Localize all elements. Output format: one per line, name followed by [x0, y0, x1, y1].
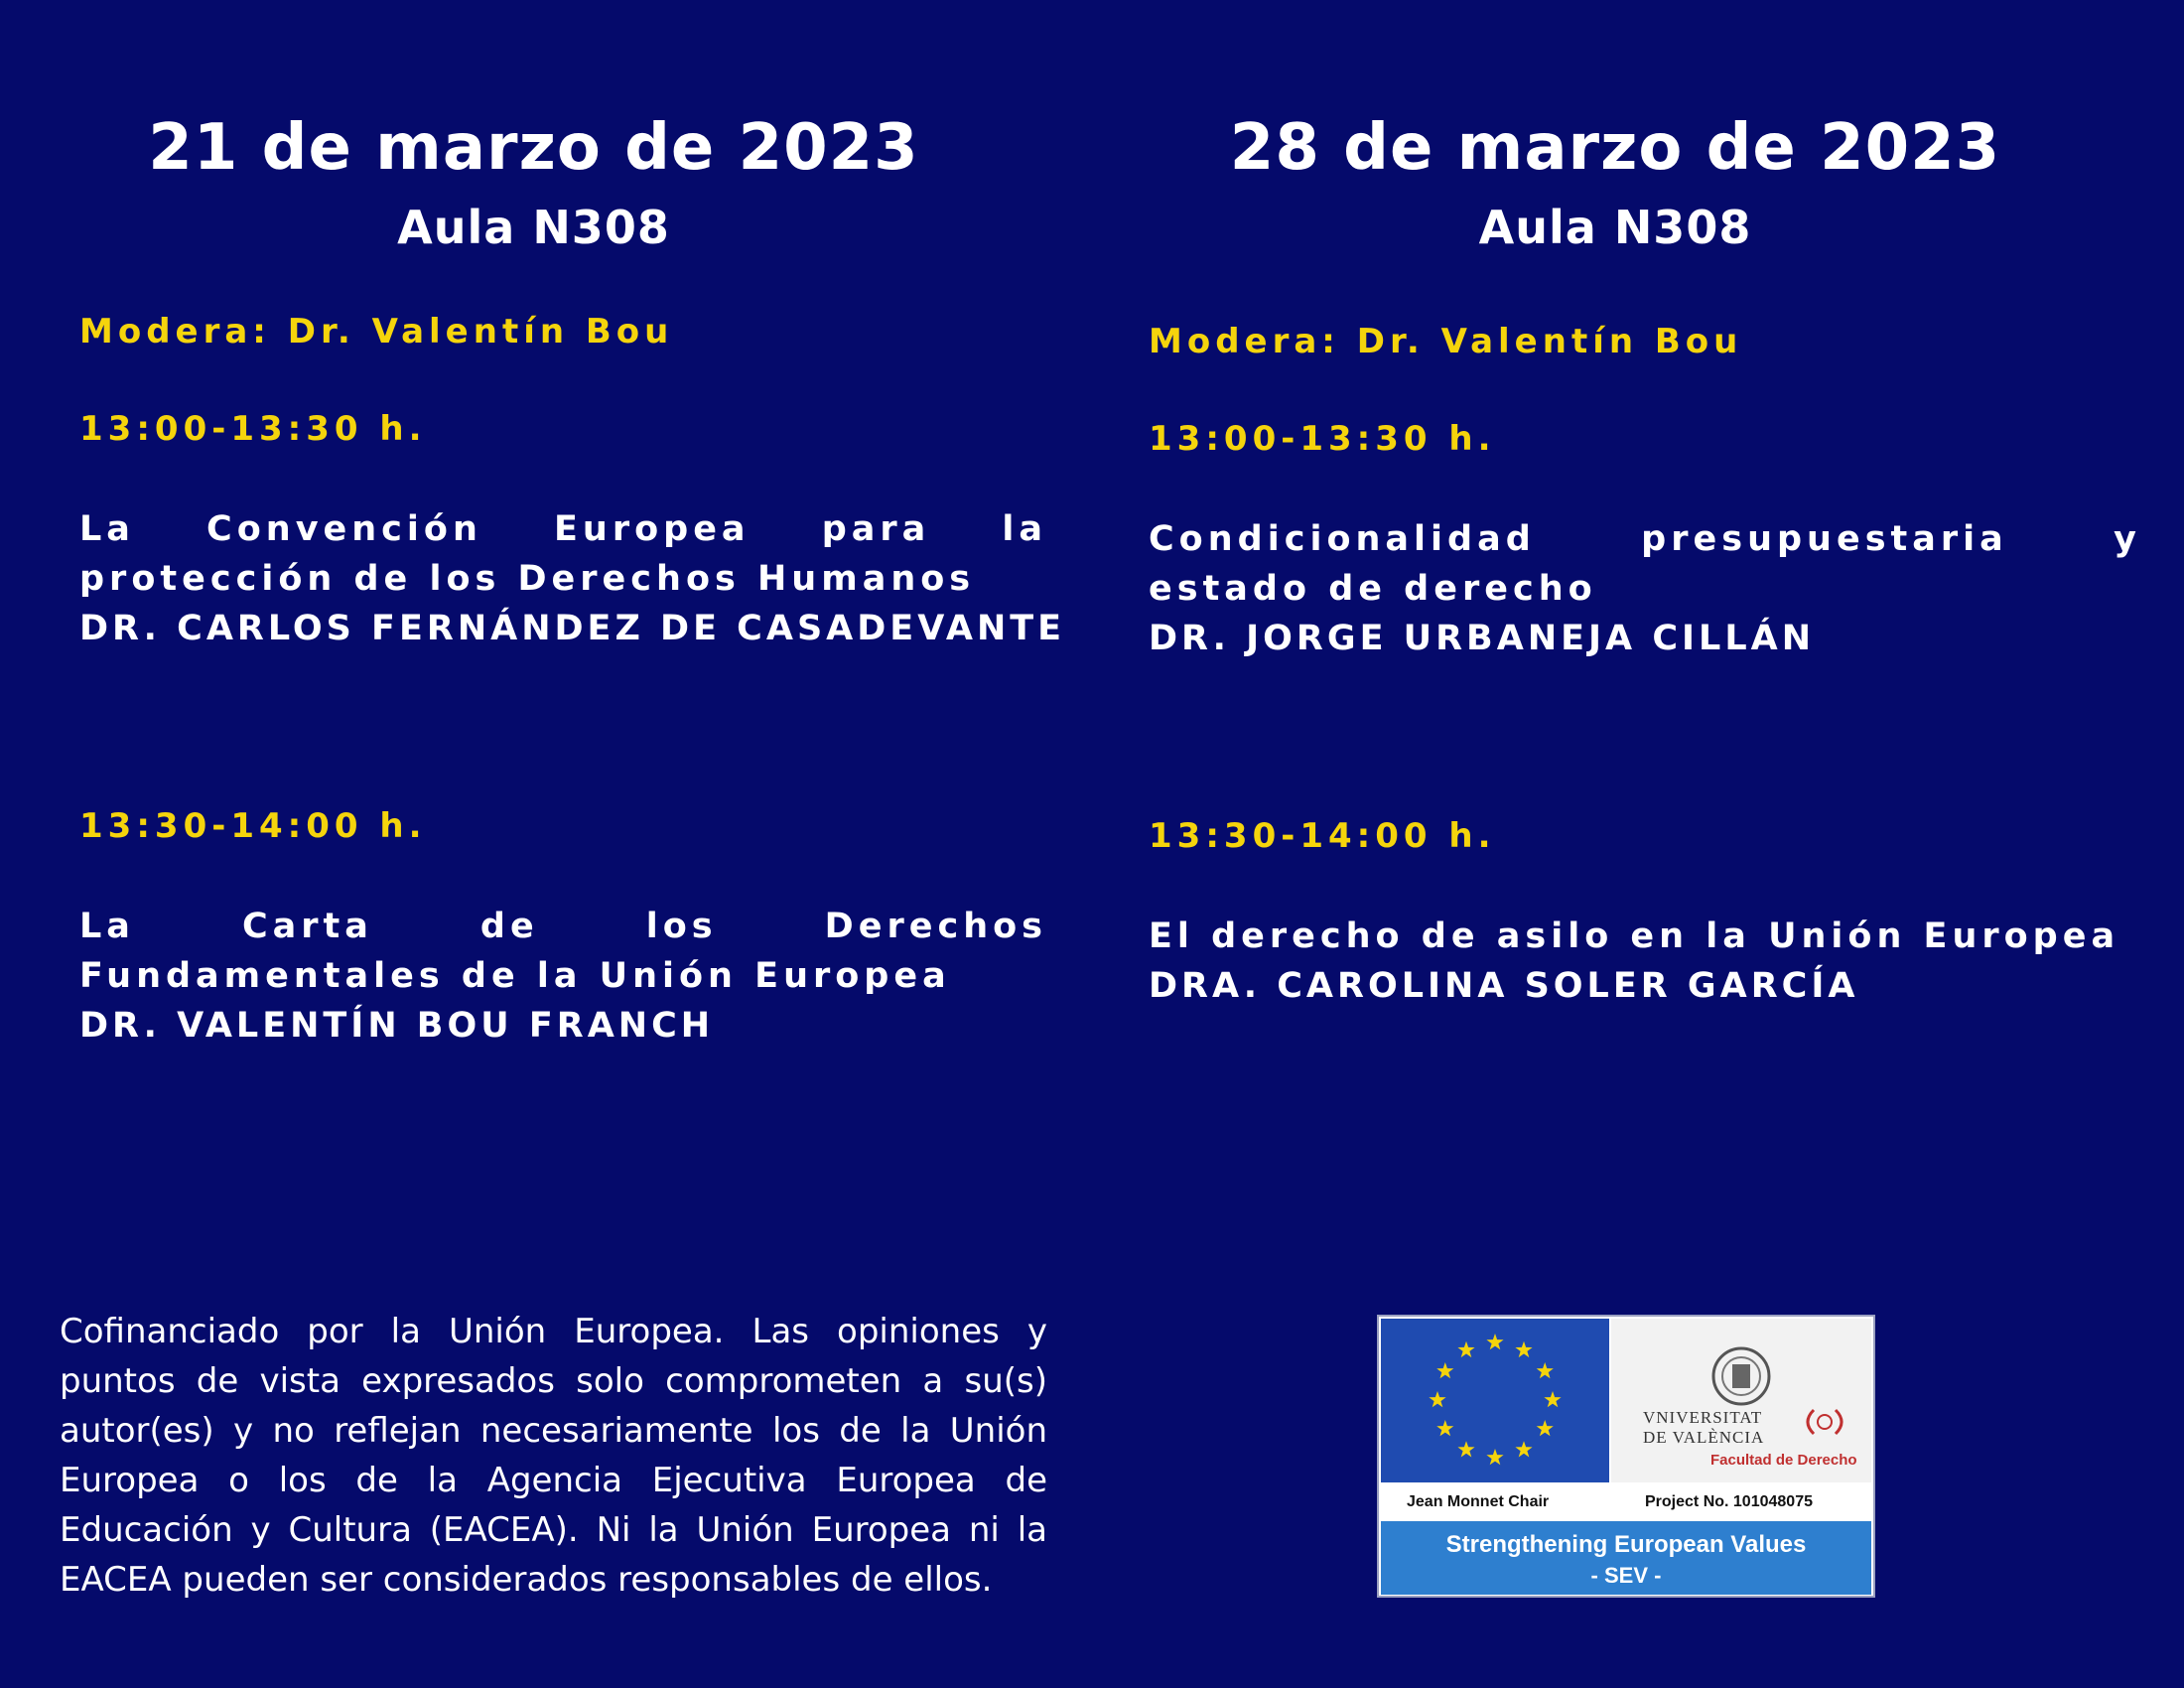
- university-name-line2: DE VALÈNCIA: [1643, 1428, 1765, 1447]
- eu-flag-icon: [1381, 1319, 1609, 1482]
- right-session2: [1149, 912, 2141, 1011]
- right-session1-title: Condicionalidad presupuestaria y estado de derecho: [1149, 519, 2141, 609]
- eu-star: [1486, 1449, 1503, 1465]
- right-session1-speaker: DR. JORGE URBANEJA CILLÁN: [1149, 619, 1816, 658]
- program-banner: [1381, 1521, 1871, 1595]
- logo-info-bar: [1381, 1485, 1871, 1519]
- left-date-heading: 21 de marzo de 2023: [148, 111, 919, 185]
- eu-star: [1436, 1420, 1453, 1436]
- eu-star: [1457, 1341, 1474, 1357]
- left-moderator: Modera: Dr. Valentín Bou: [79, 312, 674, 352]
- eu-star: [1515, 1341, 1532, 1357]
- university-name-line1: VNIVERSITAT: [1643, 1408, 1763, 1427]
- jean-monnet-logo: [1377, 1315, 1875, 1598]
- program-acronym: - SEV -: [1590, 1563, 1662, 1588]
- program-name: Strengthening European Values: [1445, 1531, 1807, 1558]
- university-crest: [1611, 1319, 1871, 1482]
- right-session2-title: El derecho de asilo en la Unión Europea: [1149, 916, 2120, 956]
- eu-star: [1515, 1441, 1532, 1457]
- eu-star: [1537, 1362, 1554, 1378]
- left-session1-title: La Convención Europea para la protección de los Derechos Humanos: [79, 509, 1047, 599]
- eu-star: [1486, 1334, 1503, 1349]
- right-date-heading: 28 de marzo de 2023: [1229, 111, 2001, 185]
- left-session1: [79, 504, 1066, 653]
- right-session1-time: 13:00-13:30 h.: [1149, 419, 1496, 459]
- eu-star: [1436, 1362, 1453, 1378]
- left-session2-time: 13:30-14:00 h.: [79, 806, 427, 846]
- left-session2-title: La Carta de los Derechos Fundamentales de la Unión Europea: [79, 907, 1047, 996]
- eu-star: [1429, 1391, 1445, 1407]
- eu-star: [1457, 1441, 1474, 1457]
- right-session2-speaker: DRA. CAROLINA SOLER GARCÍA: [1149, 966, 1859, 1006]
- left-session2-speaker: DR. VALENTÍN BOU FRANCH: [79, 1006, 715, 1046]
- left-session1-speaker: DR. CARLOS FERNÁNDEZ DE CASADEVANTE: [79, 609, 1066, 648]
- left-room: Aula N308: [397, 201, 670, 254]
- right-room: Aula N308: [1478, 201, 1752, 254]
- right-session2-time: 13:30-14:00 h.: [1149, 816, 1496, 856]
- right-moderator: Modera: Dr. Valentín Bou: [1149, 322, 1743, 361]
- faculty-name: Facultad de Derecho: [1710, 1452, 1857, 1469]
- right-session1: [1149, 514, 2141, 663]
- left-session2: [79, 902, 1047, 1051]
- left-session1-time: 13:00-13:30 h.: [79, 409, 427, 449]
- chair-label: Jean Monnet Chair: [1407, 1493, 1550, 1510]
- eu-star: [1537, 1420, 1554, 1436]
- eu-funding-disclaimer: Cofinanciado por la Unión Europea. Las opiniones y puntos de vista expresados solo comprometen a su(s) autor(es) y no reflejan necesariamente los de la Unión Europea o los de la Agencia Ejecutiva Europea de Educación y Cultura (EACEA). Ni la Unión Europea ni la EACEA pueden ser considerados responsables de ellos.: [60, 1312, 1047, 1600]
- eu-star: [1544, 1391, 1561, 1407]
- eu-stars-icon: [1381, 1319, 1609, 1482]
- project-number: Project No. 101048075: [1645, 1493, 1813, 1510]
